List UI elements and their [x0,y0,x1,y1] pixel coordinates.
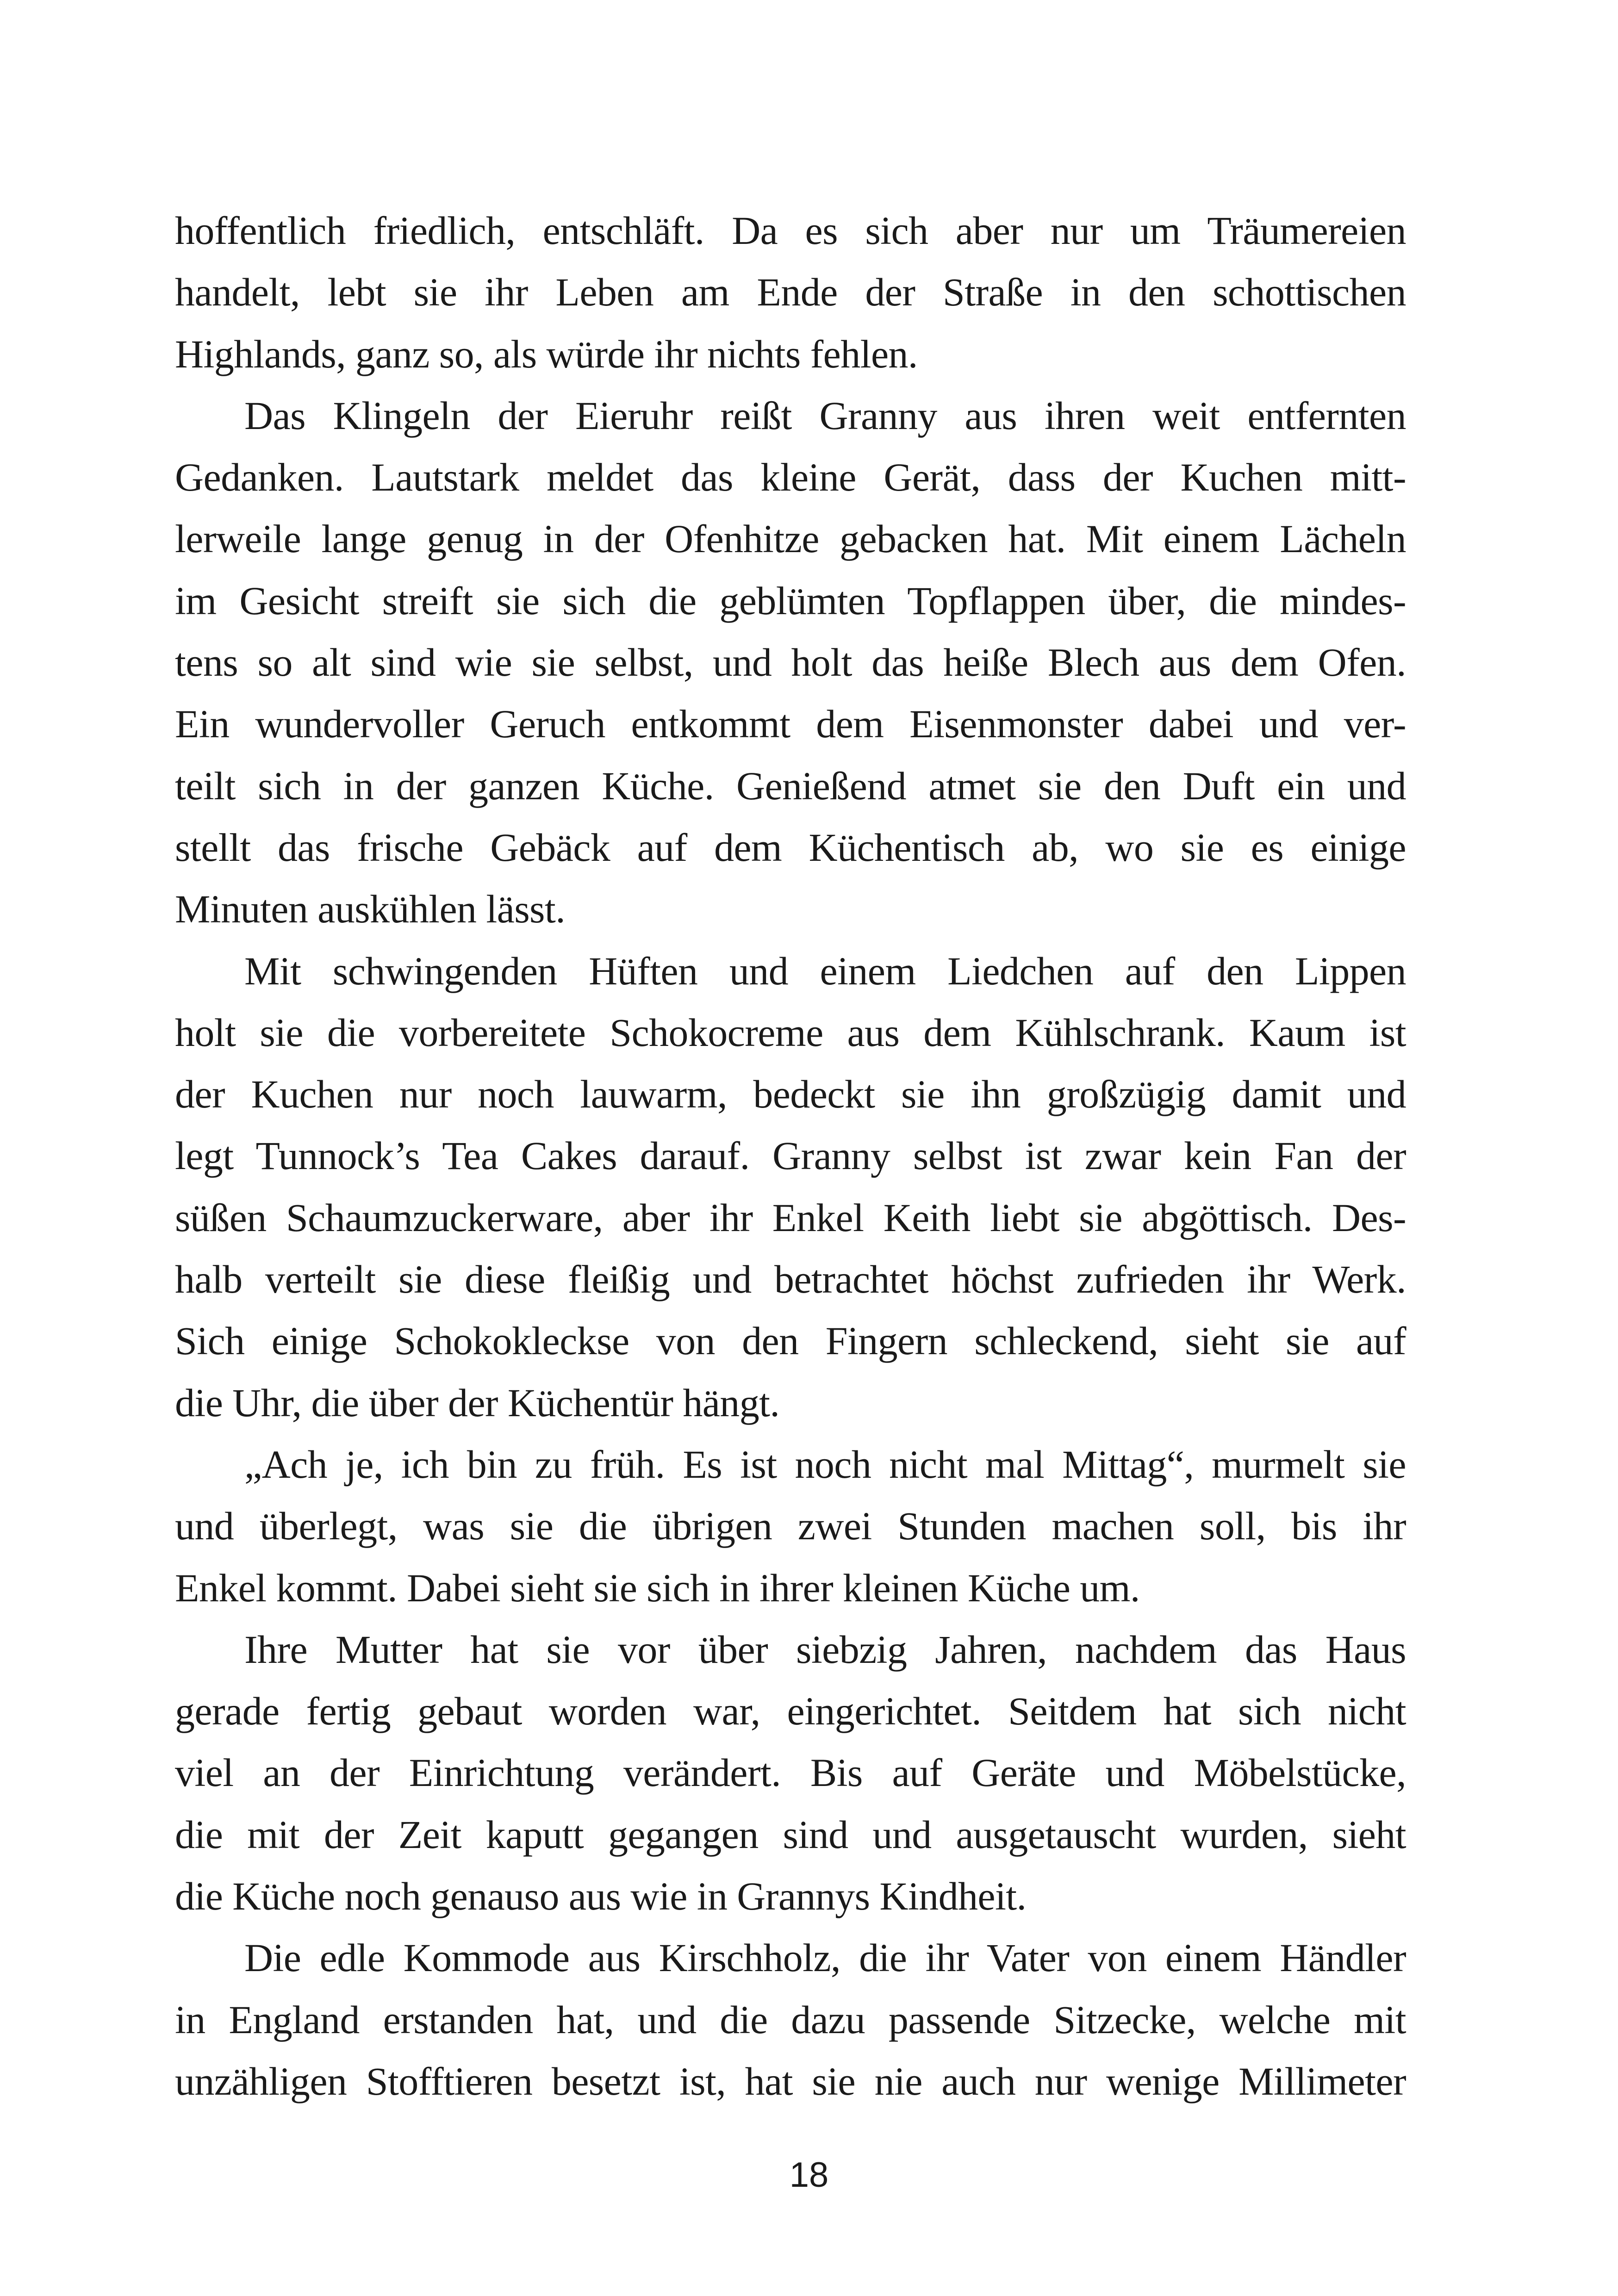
text-line: in England erstanden hat, und die dazu passende Sitzecke, welche mit [175,1997,1406,2042]
text-line: Die edle Kommode aus Kirschholz, die ihr Vater von einem Händler [244,1935,1406,1980]
text-line: Highlands, ganz so, als würde ihr nichts fehlen. [175,331,918,376]
text-line: im Gesicht streift sie sich die geblümten Topflappen über, die mindes- [175,578,1406,623]
text-line: Das Klingeln der Eieruhr reißt Granny aus ihren weit entfernten [244,393,1406,438]
text-line: Gedanken. Lautstark meldet das kleine Gerät, dass der Kuchen mitt- [175,455,1406,500]
text-line: die Uhr, die über der Küchentür hängt. [175,1380,780,1425]
text-line: teilt sich in der ganzen Küche. Genießend atmet sie den Duft ein und [175,763,1406,808]
text-line: die Küche noch genauso aus wie in Grannys Kindheit. [175,1874,1027,1919]
paragraph [175,940,1406,1434]
text-line: Ein wundervoller Geruch entkommt dem Eisenmonster dabei und ver- [175,702,1406,747]
paragraph [175,1434,1406,1619]
text-line: halb verteilt sie diese fleißig und betrachtet höchst zufrieden ihr Werk. [175,1257,1406,1302]
text-line: Enkel kommt. Dabei sieht sie sich in ihrer kleinen Küche um. [175,1565,1140,1610]
text-line: handelt, lebt sie ihr Leben am Ende der Straße in den schottischen [175,270,1406,315]
text-line: holt sie die vorbereitete Schokocreme aus dem Kühlschrank. Kaum ist [175,1010,1406,1055]
text-line: viel an der Einrichtung verändert. Bis auf Geräte und Möbelstücke, [175,1750,1406,1795]
text-line: hoffentlich friedlich, entschläft. Da es sich aber nur um Träumereien [175,208,1406,253]
text-line: und überlegt, was sie die übrigen zwei Stunden machen soll, bis ihr [175,1504,1406,1549]
text-line: „Ach je, ich bin zu früh. Es ist noch nicht mal Mittag“, murmelt sie [244,1442,1406,1487]
paragraph [175,200,1406,385]
text-line: Mit schwingenden Hüften und einem Liedchen auf den Lippen [244,948,1406,993]
paragraph [175,1927,1406,2112]
text-line: legt Tunnock’s Tea Cakes darauf. Granny selbst ist zwar kein Fan der [175,1133,1406,1178]
text-line: süßen Schaumzuckerware, aber ihr Enkel Keith liebt sie abgöttisch. Des- [175,1195,1406,1240]
text-line: die mit der Zeit kaputt gegangen sind und ausgetauscht wurden, sieht [175,1812,1406,1857]
text-line: Sich einige Schokokleckse von den Fingern schleckend, sieht sie auf [175,1319,1406,1363]
page-number: 18 [789,2155,829,2195]
text-line: unzähligen Stofftieren besetzt ist, hat sie nie auch nur wenige Millimeter [175,2059,1406,2103]
text-line: der Kuchen nur noch lauwarm, bedeckt sie ihn großzügig damit und [175,1072,1406,1117]
text-line: stellt das frische Gebäck auf dem Küchentisch ab, wo sie es einige [175,825,1406,870]
text-line: lerweile lange genug in der Ofenhitze gebacken hat. Mit einem Lächeln [175,516,1406,561]
text-line: gerade fertig gebaut worden war, eingerichtet. Seitdem hat sich nicht [175,1689,1406,1734]
text-line: tens so alt sind wie sie selbst, und holt das heiße Blech aus dem Ofen. [175,640,1406,685]
paragraph [175,1619,1406,1927]
body-text [175,200,1406,2112]
paragraph [175,385,1406,940]
text-line: Minuten auskühlen lässt. [175,887,566,932]
text-line: Ihre Mutter hat sie vor über siebzig Jahren, nachdem das Haus [244,1627,1406,1672]
